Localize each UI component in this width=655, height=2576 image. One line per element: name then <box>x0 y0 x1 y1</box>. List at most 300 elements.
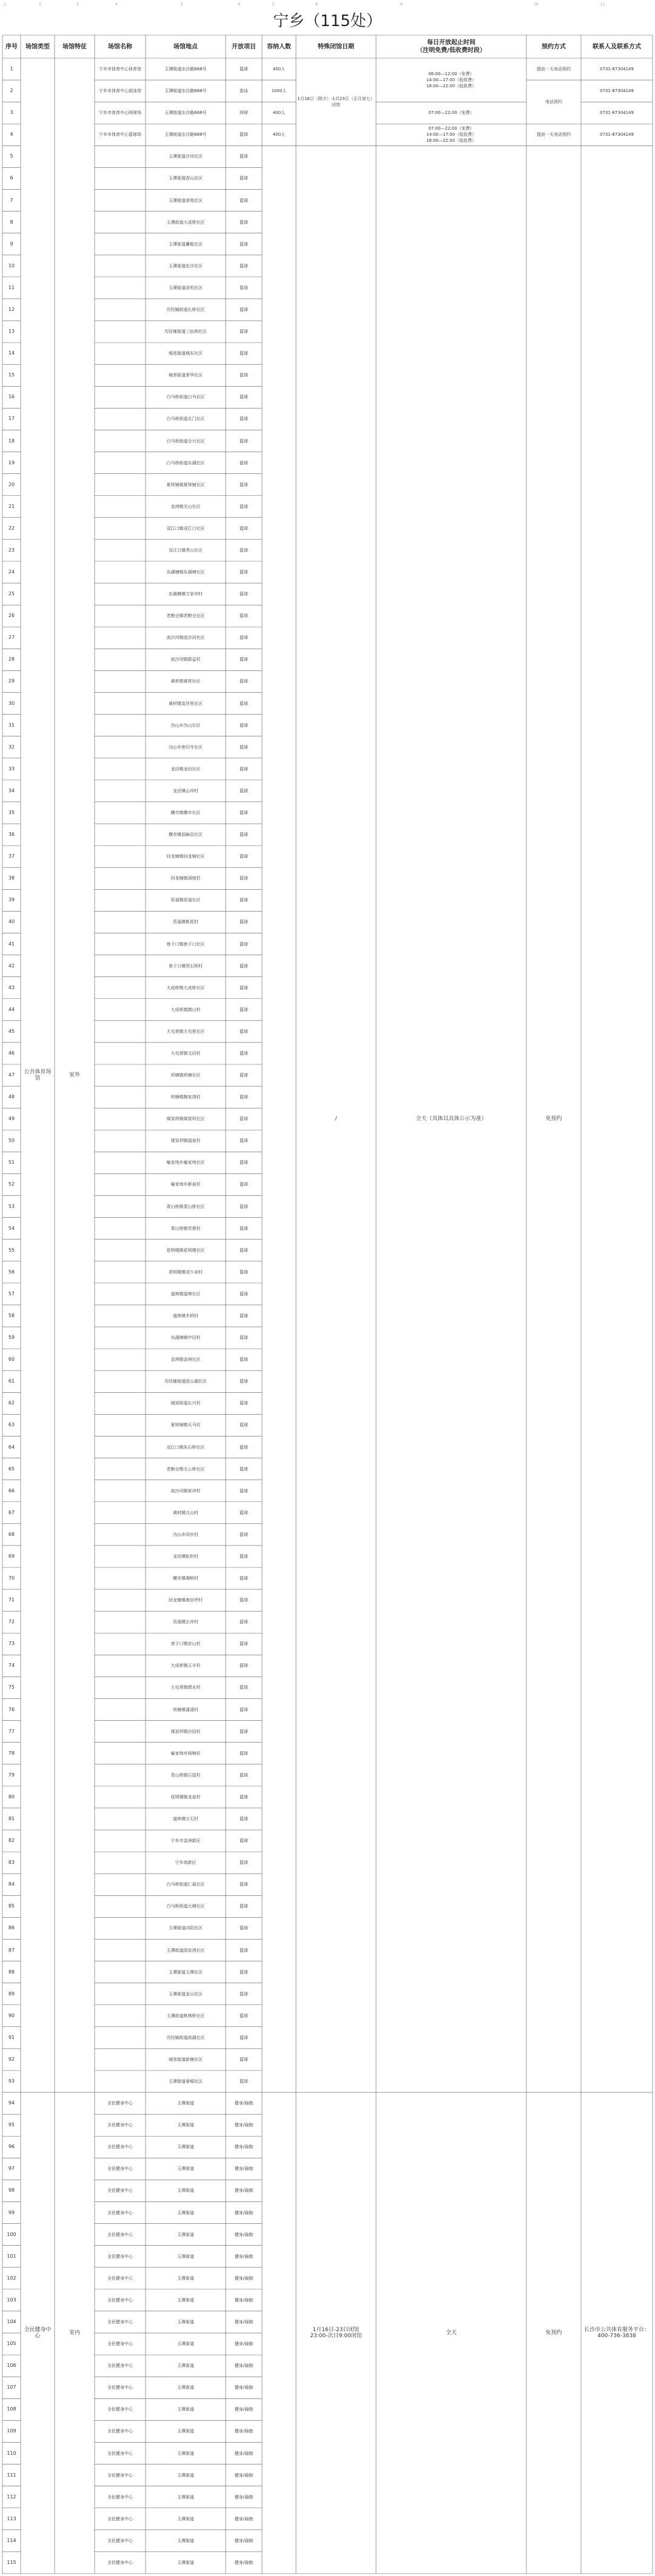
venue-item: 篮球 <box>240 832 248 838</box>
venue-address: 东湖塘镇中田村 <box>170 1335 201 1341</box>
venue-item: 健身/瑜伽 <box>234 2297 254 2303</box>
venue-address: 黄材镇月山村 <box>173 1510 198 1515</box>
venue-address: 沩山乡同庆村 <box>173 1532 198 1537</box>
venue-item: 篮球 <box>240 547 248 553</box>
venue-name: 宁乡市体育中心篮球场 <box>99 132 141 138</box>
venue-address: 玉潭街道向阳社区 <box>169 1926 203 1931</box>
venue-address: 玉潭街道桃林桥社区 <box>166 2013 205 2018</box>
venue-address: 玉潭街道春城社区 <box>169 2079 203 2084</box>
venue-address: 回龙铺镇洞庭村 <box>170 876 201 881</box>
row-number: 99 <box>8 2209 15 2215</box>
venue-item: 篮球 <box>240 219 248 225</box>
row-number: 3 <box>10 110 13 116</box>
venue-address: 龙田镇蛇形村 <box>173 1553 198 1559</box>
venue-address: 坝塘镇陶家湾村 <box>170 1095 201 1100</box>
venue-address: 玉潭街道金山社区 <box>169 1991 203 1997</box>
row-number: 9 <box>10 241 13 247</box>
venue-address: 流沙河镇草冲村 <box>170 1488 201 1493</box>
row-number: 108 <box>7 2406 16 2412</box>
venue-item: 健身/瑜伽 <box>234 2166 254 2172</box>
venue-address: 历经铺街道三仙坳社区 <box>164 329 207 335</box>
venue-name: 全民健身中心 <box>107 2407 133 2412</box>
venue-item: 篮球 <box>240 592 248 597</box>
venue-address: 道林镇道林社区 <box>170 1291 201 1296</box>
venue-name: 宁乡市体育中心网球场 <box>99 110 141 116</box>
venue-address: 白马桥街道东湖社区 <box>166 460 205 465</box>
venue-name: 全民健身中心 <box>107 2188 133 2194</box>
row-number: 84 <box>8 1881 15 1887</box>
row-number: 42 <box>8 963 15 969</box>
venue-address: 回龙铺镇回龙铺社区 <box>166 854 205 859</box>
venue-phone: 长沙市公共体育服务平台：400-736-3838 <box>583 2327 650 2340</box>
venue-item: 健身/瑜伽 <box>234 2429 254 2434</box>
venue-address: 玉潭街道 <box>177 2429 194 2434</box>
row-number: 71 <box>8 1597 15 1603</box>
venue-item: 篮球 <box>240 67 248 72</box>
venue-item: 篮球 <box>240 854 248 859</box>
venue-address: 横市镇横市社区 <box>170 810 201 815</box>
open-hours: 全天（具体以具体公示为准） <box>415 1116 487 1123</box>
row-number: 104 <box>7 2318 16 2324</box>
venue-item: 篮球 <box>240 701 248 706</box>
venue-item: 篮球 <box>240 1247 248 1253</box>
venue-address: 玉潭街道 <box>177 2166 194 2172</box>
venue-item: 篮球 <box>240 2013 248 2018</box>
venue-address: 历经铺街道团山湖社区 <box>164 1379 207 1384</box>
row-number: 82 <box>8 1838 15 1844</box>
venue-address: 玉潭街道 <box>177 2188 194 2194</box>
venue-address: 白马桥街道大塘社区 <box>166 1904 205 1909</box>
venue-item: 篮球 <box>240 2035 248 2040</box>
venue-address: 玉潭街道蓄能社区 <box>169 241 203 247</box>
venue-address: 花明楼镇刘少奇村 <box>169 1269 203 1275</box>
venue-item: 健身/瑜伽 <box>234 2407 254 2412</box>
row-number: 50 <box>8 1138 15 1144</box>
venue-address: 横市镇油麻田社区 <box>169 832 203 838</box>
venue-item: 篮球 <box>240 1576 248 1581</box>
row-number: 51 <box>8 1160 15 1166</box>
venue-item: 篮球 <box>240 241 248 247</box>
row-number: 93 <box>8 2078 15 2084</box>
row-number: 90 <box>8 2012 15 2018</box>
venue-address: 喻家坳乡新泉村 <box>170 1182 201 1187</box>
row-number: 7 <box>10 197 13 203</box>
venue-item: 篮球 <box>240 460 248 465</box>
venue-item: 篮球 <box>240 1204 248 1209</box>
venue-item: 篮球 <box>240 1269 248 1275</box>
venue-address: 玉潭街道花明社区 <box>169 285 203 290</box>
row-number: 87 <box>8 1947 15 1953</box>
venue-address: 玉潭街道 <box>177 2123 194 2128</box>
venue-address: 青山桥镇芙蓉村 <box>170 1226 201 1231</box>
venue-item: 篮球 <box>240 876 248 881</box>
venue-address: 宁乡高新区 <box>175 1860 196 1866</box>
column-header: 开放项目 <box>232 43 256 50</box>
row-number: 101 <box>7 2253 16 2259</box>
venue-address: 资福镇桃花村 <box>173 919 198 925</box>
row-number: 102 <box>7 2275 16 2281</box>
venue-item: 篮球 <box>240 1182 248 1187</box>
venue-address: 青山桥镇石屋村 <box>170 1772 201 1778</box>
venue-item: 篮球 <box>240 1947 248 1953</box>
venue-item: 篮球 <box>240 1335 248 1341</box>
row-number: 12 <box>8 306 15 312</box>
venue-address: 道林镇万石村 <box>173 1816 198 1821</box>
venue-address: 巷子口镇贺石桥村 <box>169 963 203 969</box>
row-number: 53 <box>8 1203 15 1209</box>
venue-address: 龙田镇山冲村 <box>173 788 198 793</box>
venue-item: 篮球 <box>240 1772 248 1778</box>
row-number: 27 <box>8 635 15 641</box>
row-number: 94 <box>8 2100 15 2106</box>
row-number: 103 <box>7 2297 16 2303</box>
venue-item: 篮球 <box>240 1357 248 1363</box>
row-number: 86 <box>8 1925 15 1931</box>
row-number: 109 <box>7 2428 16 2434</box>
row-number: 6 <box>10 175 13 181</box>
column-header: 序号 <box>5 43 18 50</box>
venue-capacity: 400人 <box>272 67 286 72</box>
venue-address: 玉潭街道 <box>177 2297 194 2303</box>
venue-address: 玉潭街道东沙路688号 <box>164 110 207 116</box>
row-number: 39 <box>8 897 15 903</box>
venue-address: 玉潭街道 <box>177 2232 194 2237</box>
row-number: 115 <box>7 2559 16 2565</box>
venue-item: 篮球 <box>240 1750 248 1756</box>
venue-phone: 0731-87304149 <box>600 132 634 138</box>
venue-item: 健身/瑜伽 <box>234 2538 254 2543</box>
venue-name: 全民健身中心 <box>107 2319 133 2324</box>
booking-method: 免预约 <box>545 1116 562 1123</box>
venue-address: 玉潭街道 <box>177 2319 194 2324</box>
venue-item: 健身/瑜伽 <box>234 2385 254 2391</box>
column-header: 联系人及联系方式 <box>593 43 641 50</box>
venue-item: 篮球 <box>240 1510 248 1515</box>
row-number: 16 <box>8 394 15 400</box>
venue-address: 玉潭街道 <box>177 2451 194 2456</box>
row-number: 20 <box>8 481 15 487</box>
row-number: 43 <box>8 984 15 990</box>
venue-item: 篮球 <box>240 1116 248 1122</box>
venue-name: 全民健身中心 <box>107 2123 133 2128</box>
venue-address: 双江口镇双江口社区 <box>166 526 205 531</box>
venue-name: 全民健身中心 <box>107 2144 133 2150</box>
venue-item: 健身/瑜伽 <box>234 2516 254 2521</box>
venue-item: 篮球 <box>240 526 248 531</box>
venue-item: 篮球 <box>240 373 248 378</box>
row-number: 55 <box>8 1247 15 1253</box>
column-header: 场馆特征 <box>62 43 87 50</box>
row-number: 100 <box>7 2231 16 2237</box>
venue-address: 花明楼镇龙泉村 <box>170 1794 201 1800</box>
venue-item: 篮球 <box>240 1423 248 1428</box>
venue-address: 沩山乡沩山社区 <box>170 722 201 728</box>
row-number: 35 <box>8 809 15 815</box>
row-number: 44 <box>8 1006 15 1012</box>
venue-address: 玉潭街道 <box>177 2472 194 2478</box>
venue-item: 篮球 <box>240 1138 248 1144</box>
venue-address: 玉潭街道 <box>177 2538 194 2543</box>
venue-item: 篮球 <box>240 1794 248 1800</box>
venue-item: 篮球 <box>240 329 248 335</box>
venue-item: 健身/瑜伽 <box>234 2275 254 2281</box>
venue-address: 沩山乡密印寺社区 <box>169 744 203 750</box>
venue-item: 篮球 <box>240 1620 248 1625</box>
venue-address: 玉潭街道 <box>177 2407 194 2412</box>
venue-name: 宁乡市体育中心体育馆 <box>99 67 141 72</box>
row-number: 81 <box>8 1815 15 1821</box>
venue-name: 全民健身中心 <box>107 2210 133 2215</box>
row-number: 22 <box>8 525 15 531</box>
row-number: 5 <box>10 153 13 159</box>
venue-address: 大成桥镇玉丰村 <box>170 1663 201 1669</box>
venue-item: 篮球 <box>240 613 248 619</box>
venue-address: 玉潭街道 <box>177 2385 194 2391</box>
venue-item: 篮球 <box>240 263 248 269</box>
row-number: 110 <box>7 2450 16 2456</box>
venue-address: 双江口镇秀山社区 <box>169 547 203 553</box>
open-hours: 06:00—12:00（免费） 14:00—17:00（低收费） 18:00—22:00（低收费） <box>426 72 477 89</box>
row-number: 17 <box>8 416 15 422</box>
venue-item: 篮球 <box>240 1926 248 1931</box>
venue-item: 篮球 <box>240 395 248 400</box>
venue-name: 全民健身中心 <box>107 2275 133 2281</box>
venue-feature: 室内 <box>69 2330 80 2337</box>
venue-item: 篮球 <box>240 788 248 793</box>
venue-phone: 0731-87304149 <box>600 110 634 116</box>
row-number: 46 <box>8 1050 15 1056</box>
venue-item: 篮球 <box>240 635 248 641</box>
venue-address: 玉潭街道周家湾社区 <box>166 1947 205 1953</box>
venue-address: 大屯营镇文田村 <box>170 1050 201 1056</box>
venue-item: 篮球 <box>240 1050 248 1056</box>
row-number: 21 <box>8 503 15 509</box>
venue-item: 篮球 <box>240 1598 248 1603</box>
row-number: 68 <box>8 1531 15 1537</box>
venue-address: 花明楼镇花明楼社区 <box>166 1247 205 1253</box>
venue-address: 巷子口镇巷子口社区 <box>166 941 205 947</box>
venue-item: 篮球 <box>240 1816 248 1821</box>
venue-phone: 0731-87304149 <box>600 88 634 94</box>
venue-address: 老粮仓镇老粮仓社区 <box>166 613 205 619</box>
venue-item: 健身/瑜伽 <box>234 2188 254 2194</box>
row-number: 1 <box>10 66 13 72</box>
row-number: 23 <box>8 547 15 553</box>
venue-item: 篮球 <box>240 1729 248 1734</box>
venue-item: 篮球 <box>240 1401 248 1406</box>
venue-item: 篮球 <box>240 722 248 728</box>
venue-item: 篮球 <box>240 1007 248 1012</box>
venue-item: 篮球 <box>240 1226 248 1231</box>
venue-address: 历经铺街道长桥社区 <box>166 307 205 312</box>
row-number: 10 <box>8 262 15 269</box>
venue-address: 白马桥街道白马社区 <box>166 395 205 400</box>
row-number: 73 <box>8 1641 15 1647</box>
venue-address: 资福镇资福社区 <box>170 898 201 903</box>
venue-item: 篮球 <box>240 176 248 181</box>
row-number: 66 <box>8 1487 15 1493</box>
venue-name: 全民健身中心 <box>107 2232 133 2237</box>
row-number: 105 <box>7 2341 16 2347</box>
venue-address: 宁乡市金洲新区 <box>170 1838 201 1844</box>
row-number: 47 <box>8 1072 15 1078</box>
venue-type: 全民健身中心 <box>24 2327 52 2340</box>
venue-address: 东湖塘镇万家冲村 <box>169 592 203 597</box>
open-hours: 07:00—22:00（免费） <box>428 110 474 116</box>
venue-name: 全民健身中心 <box>107 2341 133 2347</box>
venue-address: 玉潭街道南苑社区 <box>169 198 203 203</box>
booking-method: 提前一天电话预约 <box>537 132 571 138</box>
venue-name: 全民健身中心 <box>107 2516 133 2521</box>
row-number: 80 <box>8 1794 15 1800</box>
venue-address: 喻家坳乡杨梅村 <box>170 1750 201 1756</box>
venue-address: 玉潭街道东沙社区 <box>169 263 203 269</box>
venue-item: 篮球 <box>240 198 248 203</box>
row-number: 38 <box>8 875 15 881</box>
venue-address: 坝塘镇蒲溪村 <box>173 1707 198 1712</box>
venue-address: 老粮仓镇毛公桥社区 <box>166 1466 205 1472</box>
row-number: 79 <box>8 1772 15 1778</box>
venue-item: 篮球 <box>240 810 248 815</box>
venue-item: 健身/瑜伽 <box>234 2341 254 2347</box>
venue-item: 篮球 <box>240 679 248 684</box>
venue-item: 篮球 <box>240 2079 248 2084</box>
row-number: 83 <box>8 1860 15 1866</box>
venue-item: 健身/瑜伽 <box>234 2232 254 2237</box>
venue-address: 玉潭街道 <box>177 2101 194 2106</box>
venue-item: 健身/瑜伽 <box>234 2451 254 2456</box>
row-number: 33 <box>8 766 15 772</box>
row-number: 64 <box>8 1444 15 1450</box>
row-number: 111 <box>7 2472 16 2478</box>
venue-address: 大屯营镇碧水村 <box>170 1685 201 1690</box>
venue-item: 篮球 <box>240 1969 248 1975</box>
row-number: 76 <box>8 1706 15 1712</box>
venue-item: 健身/瑜伽 <box>234 2210 254 2215</box>
venue-address: 煤炭坝镇沙田村 <box>170 1729 201 1734</box>
venue-item: 篮球 <box>240 1073 248 1078</box>
venue-address: 资福镇长冲村 <box>173 1620 198 1625</box>
venue-address: 白马桥街道合兴社区 <box>166 438 205 444</box>
row-number: 25 <box>8 591 15 597</box>
row-number: 70 <box>8 1575 15 1581</box>
venue-item: 网球 <box>240 110 248 116</box>
venue-address: 坝塘镇坝塘社区 <box>170 1073 201 1078</box>
row-number: 48 <box>8 1094 15 1100</box>
row-number: 58 <box>8 1312 15 1318</box>
venue-address: 煤炭坝镇福泉村 <box>170 1138 201 1144</box>
row-number: 85 <box>8 1903 15 1909</box>
row-number: 59 <box>8 1335 15 1341</box>
row-number: 56 <box>8 1269 15 1275</box>
venue-address: 流沙河镇群益村 <box>170 657 201 662</box>
venue-item: 健身/瑜伽 <box>234 2254 254 2259</box>
venue-item: 篮球 <box>240 1313 248 1318</box>
venue-capacity: 400人 <box>272 110 286 116</box>
row-number: 24 <box>8 569 15 575</box>
row-number: 75 <box>8 1684 15 1690</box>
venue-name: 全民健身中心 <box>107 2472 133 2478</box>
venue-phone: 0731-87304149 <box>600 67 634 72</box>
venue-item: 篮球 <box>240 941 248 947</box>
venue-address: 龙田镇龙田社区 <box>170 766 201 772</box>
venue-address: 黄材镇炭河里社区 <box>169 701 203 706</box>
row-number: 36 <box>8 832 15 838</box>
row-number: 106 <box>7 2363 16 2369</box>
venue-address: 大成桥镇大成桥社区 <box>166 985 205 990</box>
venue-address: 城郊街道城东社区 <box>169 351 203 356</box>
row-number: 4 <box>10 132 13 138</box>
venue-address: 玉潭街道 <box>177 2144 194 2150</box>
venue-item: 健身/瑜伽 <box>234 2123 254 2128</box>
venue-address: 大成桥镇鹊山村 <box>170 1007 201 1012</box>
venue-address: 回龙铺镇南田坪村 <box>169 1598 203 1603</box>
venue-item: 篮球 <box>240 504 248 509</box>
venue-address: 玉潭街道玉潭社区 <box>169 1969 203 1975</box>
venue-item: 篮球 <box>240 744 248 750</box>
venue-item: 篮球 <box>240 2057 248 2062</box>
venue-address: 玉潭街道 <box>177 2254 194 2259</box>
venue-name: 宁乡市体育中心游泳馆 <box>99 88 141 94</box>
venue-name: 全民健身中心 <box>107 2494 133 2500</box>
venue-item: 篮球 <box>240 307 248 312</box>
row-number: 95 <box>8 2122 15 2128</box>
row-number: 88 <box>8 1969 15 1975</box>
row-number: 19 <box>8 459 15 465</box>
venue-item: 健身/瑜伽 <box>234 2363 254 2369</box>
venue-type: 公共体育场馆 <box>24 1069 52 1082</box>
booking-method: 提前一天电话预约 <box>537 67 571 72</box>
row-number: 74 <box>8 1663 15 1669</box>
row-number: 60 <box>8 1356 15 1363</box>
booking-method: 免预约 <box>545 2330 562 2337</box>
venue-item: 健身/瑜伽 <box>234 2472 254 2478</box>
row-number: 72 <box>8 1619 15 1625</box>
venue-name: 全民健身中心 <box>107 2166 133 2172</box>
venue-name: 全民健身中心 <box>107 2101 133 2106</box>
venue-address: 金洲镇关山社区 <box>170 504 201 509</box>
venue-address: 喻家坳乡喻家坳社区 <box>166 1160 205 1166</box>
row-number: 28 <box>8 656 15 662</box>
row-number: 30 <box>8 700 15 706</box>
venue-capacity: 400人 <box>272 132 286 138</box>
row-number: 114 <box>7 2537 16 2543</box>
venue-item: 篮球 <box>240 1663 248 1669</box>
row-number: 15 <box>8 372 15 378</box>
row-number: 96 <box>8 2144 15 2150</box>
venue-item: 篮球 <box>240 1466 248 1472</box>
row-number: 63 <box>8 1422 15 1428</box>
venue-item: 篮球 <box>240 1095 248 1100</box>
venue-address: 道林镇木桥村 <box>173 1313 198 1318</box>
row-number: 37 <box>8 853 15 859</box>
venue-item: 篮球 <box>240 1685 248 1690</box>
venue-address: 历经铺街道高湖社区 <box>166 2035 205 2040</box>
venue-address: 玉潭街道香山社区 <box>169 176 203 181</box>
row-number: 67 <box>8 1509 15 1515</box>
row-number: 78 <box>8 1750 15 1756</box>
column-header: 容纳人数 <box>267 43 291 50</box>
closed-dates: 1月16日-23日闭馆 23:00-次日9:00闭馆 <box>310 2327 362 2340</box>
venue-item: 篮球 <box>240 154 248 159</box>
column-header: 场馆地点 <box>173 43 198 50</box>
page-title: 宁乡（115处） <box>273 12 382 30</box>
venue-address: 玉潭街道东沙路688号 <box>164 88 207 94</box>
row-number: 31 <box>8 722 15 728</box>
row-number: 69 <box>8 1553 15 1559</box>
booking-method: 电话预约 <box>545 99 562 105</box>
row-number: 32 <box>8 744 15 750</box>
